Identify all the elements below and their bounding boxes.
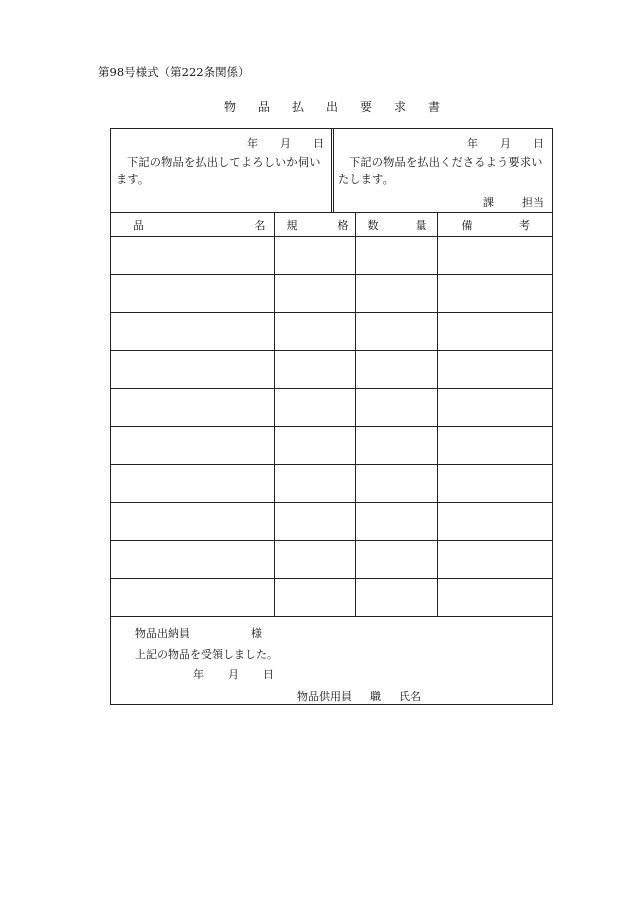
table-cell[interactable] xyxy=(274,389,355,427)
table-row xyxy=(111,351,552,389)
table-cell[interactable] xyxy=(355,275,437,313)
full-name-label: 氏名 xyxy=(399,690,421,703)
table-cell[interactable] xyxy=(111,237,274,275)
day-label: 日 xyxy=(533,137,544,150)
table-row xyxy=(111,389,552,427)
table-cell[interactable] xyxy=(111,541,274,579)
table-cell[interactable] xyxy=(274,503,355,541)
person-in-charge-label: 担当 xyxy=(522,196,544,209)
table-cell[interactable] xyxy=(111,465,274,503)
title-char: 出 xyxy=(325,100,338,114)
month-label: 月 xyxy=(500,137,511,150)
table-cell[interactable] xyxy=(111,503,274,541)
table-cell[interactable] xyxy=(274,275,355,313)
property-user-label: 物品供用員 xyxy=(297,690,352,703)
title-char: 品 xyxy=(257,100,270,114)
table-cell[interactable] xyxy=(355,465,437,503)
table-cell[interactable] xyxy=(437,541,552,579)
received-text: 上記の物品を受領しました。 xyxy=(135,648,278,661)
month-label: 月 xyxy=(280,137,291,150)
table-row xyxy=(111,313,552,351)
table-cell[interactable] xyxy=(355,579,437,617)
table-cell[interactable] xyxy=(355,237,437,275)
table-cell[interactable] xyxy=(274,237,355,275)
table-row xyxy=(111,465,552,503)
form-title xyxy=(110,98,554,115)
table-cell[interactable] xyxy=(437,503,552,541)
table-cell[interactable] xyxy=(437,351,552,389)
right-request-text: 下記の物品を払出くださるよう要求いたします。 xyxy=(338,156,543,186)
table-cell[interactable] xyxy=(437,313,552,351)
table-cell[interactable] xyxy=(274,465,355,503)
table-cell[interactable] xyxy=(111,427,274,465)
title-char: 物 xyxy=(223,100,236,114)
table-cell[interactable] xyxy=(355,351,437,389)
table-cell[interactable] xyxy=(437,465,552,503)
right-date-line xyxy=(445,135,544,151)
title-char: 書 xyxy=(428,100,441,114)
column-header-remarks: 備 考 xyxy=(437,213,552,237)
table-cell[interactable] xyxy=(111,275,274,313)
table-cell[interactable] xyxy=(355,313,437,351)
property-user-line xyxy=(297,688,439,704)
honorific-label: 様 xyxy=(251,627,262,640)
table-cell[interactable] xyxy=(437,389,552,427)
title-char: 要 xyxy=(360,100,373,114)
table-cell[interactable] xyxy=(274,579,355,617)
table-cell[interactable] xyxy=(274,313,355,351)
table-cell[interactable] xyxy=(437,579,552,617)
month-label: 月 xyxy=(228,668,239,681)
table-cell[interactable] xyxy=(274,427,355,465)
year-label: 年 xyxy=(193,668,204,681)
day-label: 日 xyxy=(313,137,324,150)
table-cell[interactable] xyxy=(111,313,274,351)
table-cell[interactable] xyxy=(355,503,437,541)
table-row xyxy=(111,275,552,313)
table-row xyxy=(111,503,552,541)
section-label: 課 xyxy=(483,196,494,209)
column-header-item-name: 品 名 xyxy=(111,213,274,237)
approval-request-box xyxy=(111,129,332,212)
form-frame xyxy=(110,128,553,705)
receipt-section xyxy=(111,616,552,704)
table-cell[interactable] xyxy=(111,389,274,427)
table-row xyxy=(111,541,552,579)
table-cell[interactable] xyxy=(111,351,274,389)
table-row xyxy=(111,579,552,617)
column-header-quantity: 数 量 xyxy=(355,213,437,237)
table-cell[interactable] xyxy=(274,541,355,579)
section-line xyxy=(455,194,544,210)
title-char: 求 xyxy=(394,100,407,114)
table-cell[interactable] xyxy=(355,541,437,579)
year-label: 年 xyxy=(247,137,258,150)
table-cell[interactable] xyxy=(437,427,552,465)
column-header-spec: 規 格 xyxy=(274,213,355,237)
receipt-date-line xyxy=(193,666,298,682)
property-officer-label: 物品出納員 xyxy=(135,627,190,640)
title-char: 払 xyxy=(291,100,304,114)
year-label: 年 xyxy=(467,137,478,150)
table-cell[interactable] xyxy=(437,237,552,275)
form-number: 第98号様式（第222条関係） xyxy=(98,65,250,79)
table-row xyxy=(111,427,552,465)
table-cell[interactable] xyxy=(274,351,355,389)
payout-request-box xyxy=(334,129,552,212)
left-date-line xyxy=(225,135,324,151)
table-cell[interactable] xyxy=(355,427,437,465)
table-header-row xyxy=(111,213,552,237)
table-cell[interactable] xyxy=(437,275,552,313)
table-cell[interactable] xyxy=(355,389,437,427)
table-row xyxy=(111,237,552,275)
position-label: 職 xyxy=(370,690,381,703)
day-label: 日 xyxy=(263,668,274,681)
items-table xyxy=(111,213,552,617)
left-request-text: 下記の物品を払出してよろしいか伺います。 xyxy=(116,156,321,186)
table-cell[interactable] xyxy=(111,579,274,617)
